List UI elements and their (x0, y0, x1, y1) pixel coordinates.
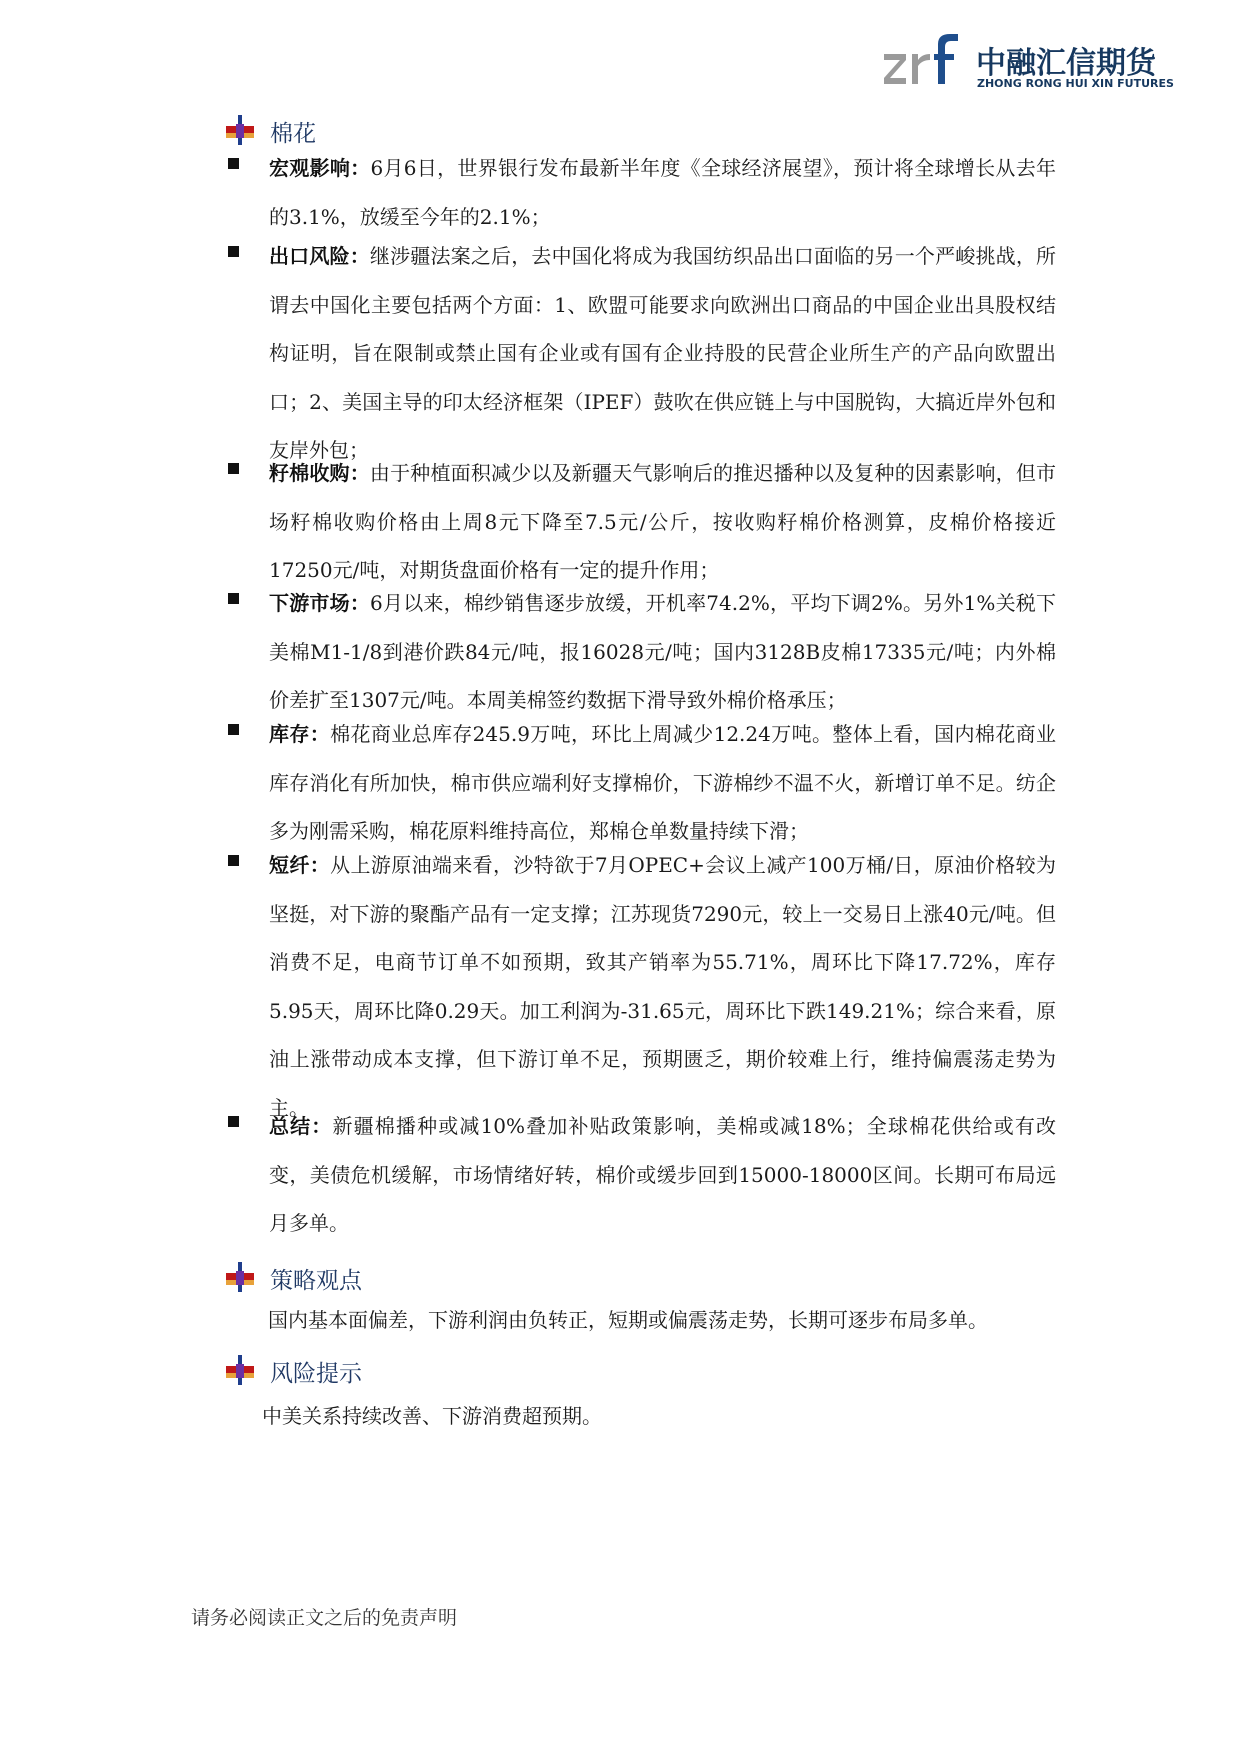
bullet-square-icon (228, 1116, 239, 1127)
list-item (226, 579, 1056, 725)
item-label: 短纤： (269, 853, 331, 877)
strategy-text: 国内基本面偏差，下游利润由负转正，短期或偏震荡走势，长期可逐步布局多单。 (268, 1308, 988, 1332)
item-text: 继涉疆法案之后，去中国化将成为我国纺织品出口面临的另一个严峻挑战，所谓去中国化主要包括两个方面：1、欧盟可能要求向欧洲出口商品的中国企业出具股权结构证明，旨在限制或禁止国有企业或有国有企业持股的民营企业所生产的产品向欧盟出口；2、美国主导的印太经济框架（IPEF）鼓吹在供应链上与中国脱钩，大搞近岸外包和友岸外包； (269, 244, 1057, 462)
item-text: 新疆棉播种或减10%叠加补贴政策影响，美棉或减18%；全球棉花供给或有改变，美债危机缓解，市场情绪好转，棉价或缓步回到15000-18000区间。长期可布局远月多单。 (269, 1114, 1057, 1235)
item-label: 籽棉收购： (269, 461, 370, 485)
bullet-square-icon (228, 463, 239, 474)
section-title: 策略观点 (270, 1268, 362, 1294)
list-item (226, 449, 1056, 595)
item-text: 由于种植面积减少以及新疆天气影响后的推迟播种以及复种的因素影响，但市场籽棉收购价格由上周8元下降至7.5元/公斤，按收购籽棉价格测算，皮棉价格接近17250元/吨，对期货盘面价格有一定的提升作用； (269, 461, 1057, 582)
zrf-logo-icon (880, 30, 970, 92)
list-item-body (269, 449, 1056, 595)
risk-text: 中美关系持续改善、下游消费超预期。 (262, 1404, 602, 1428)
list-item (226, 232, 1056, 475)
list-item-body (269, 841, 1056, 1132)
item-text: 6月6日，世界银行发布最新半年度《全球经济展望》，预计将全球增长从去年的3.1%，放缓至今年的2.1%； (269, 156, 1056, 229)
list-item (226, 1102, 1056, 1248)
list-item-body (269, 232, 1056, 475)
logo-english-name: ZHONG RONG HUI XIN FUTURES (977, 77, 1174, 90)
item-label: 库存： (269, 722, 331, 746)
list-item-body (269, 710, 1056, 856)
section-marker-icon (226, 1262, 254, 1292)
company-logo (880, 30, 1180, 92)
section-title: 风险提示 (270, 1361, 362, 1387)
item-label: 宏观影响： (269, 156, 371, 180)
item-label: 下游市场： (269, 591, 371, 615)
bullet-square-icon (228, 158, 239, 169)
section-heading-strategy (226, 1260, 626, 1300)
item-text: 6月以来，棉纱销售逐步放缓，开机率74.2%，平均下调2%。另外1%关税下美棉M1-1/8到港价跌84元/吨，报16028元/吨；国内3128B皮棉17335元/吨；内外棉价差扩至1307元/吨。本周美棉签约数据下滑导致外棉价格承压； (269, 591, 1057, 712)
section-marker-icon (226, 115, 254, 145)
list-item (226, 710, 1056, 856)
item-text: 棉花商业总库存245.9万吨，环比上周减少12.24万吨。整体上看，国内棉花商业库存消化有所加快，棉市供应端利好支撑棉价，下游棉纱不温不火，新增订单不足。纺企多为刚需采购，棉花原料维持高位，郑棉仓单数量持续下滑； (269, 722, 1057, 843)
bullet-square-icon (228, 724, 239, 735)
item-label: 总结： (269, 1114, 333, 1138)
list-item-body (269, 144, 1056, 241)
list-item-body (269, 1102, 1056, 1248)
list-item-body (269, 579, 1056, 725)
list-item (226, 144, 1056, 241)
list-item (226, 841, 1056, 1132)
bullet-square-icon (228, 593, 239, 604)
logo-chinese-name: 中融汇信期货 (976, 46, 1156, 81)
item-label: 出口风险： (269, 244, 370, 268)
section-marker-icon (226, 1355, 254, 1385)
section-title: 棉花 (270, 121, 316, 147)
item-text: 从上游原油端来看，沙特欲于7月OPEC+会议上减产100万桶/日，原油价格较为坚挺，对下游的聚酯产品有一定支撑；江苏现货7290元，较上一交易日上涨40元/吨。但消费不足，电商节订单不如预期，致其产销率为55.71%，周环比下降17.72%，库存5.95天，周环比降0.29天。加工利润为-31.65元，周环比下跌149.21%；综合来看，原油上涨带动成本支撑，但下游订单不足，预期匮乏，期价较难上行，维持偏震荡走势为主。 (269, 853, 1057, 1120)
disclaimer-note: 请务必阅读正文之后的免责声明 (191, 1607, 458, 1629)
section-heading-risk (226, 1353, 626, 1393)
bullet-square-icon (228, 246, 239, 257)
bullet-square-icon (228, 855, 239, 866)
